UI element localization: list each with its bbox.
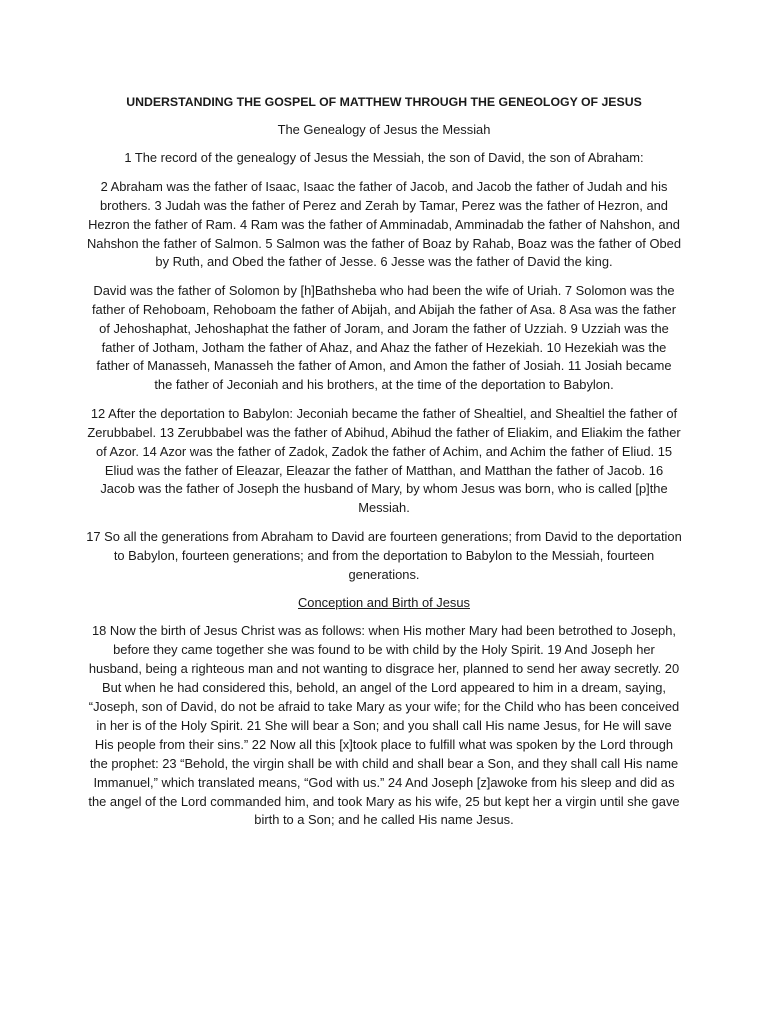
paragraph-verses-12-16: 12 After the deportation to Babylon: Jeconiah became the father of Shealtiel, and Shealtiel the father of Zerubbabel. 13 Zerubbabel was the father of Abihud, Abihud the father of Eliakim, and Eliakim the father of Azor. 14 Azor was the father of Zadok, Zadok the father of Achim, and Achim the father of Eliud. 15 Eliud was the father of Eleazar, Eleazar the father of Matthan, and Matthan the father of Jacob. 16 Jacob was the father of Joseph the husband of Mary, by whom Jesus was born, who is called [p]the Messiah. xyxy=(87,405,681,516)
section-heading xyxy=(86,594,682,613)
paragraph-verses-6-11: David was the father of Solomon by [h]Bathsheba who had been the wife of Uriah. 7 Solomon was the father of Rehoboam, Rehoboam the father of Abijah, and Abijah the father of Asa. 8 Asa was the father of Jehoshaphat, Jehoshaphat the father of Joram, and Joram the father of Uzziah. 9 Uzziah was the father of Jotham, Jotham the father of Ahaz, and Ahaz the father of Hezekiah. 10 Hezekiah was the father of Manasseh, Manasseh the father of Amon, and Amon the father of Josiah. 11 Josiah became the father of Jeconiah and his brothers, at the time of the deportation to Babylon. xyxy=(91,282,677,393)
document-title: UNDERSTANDING THE GOSPEL OF MATTHEW THROUGH THE GENEOLOGY OF JESUS xyxy=(126,95,642,109)
section-heading-text: Conception and Birth of Jesus xyxy=(298,594,470,610)
paragraph-verses-18-25: 18 Now the birth of Jesus Christ was as follows: when His mother Mary had been betrothed to Joseph, before they came together she was found to be with child by the Holy Spirit. 19 And Joseph her husband, being a righteous man and not wanting to disgrace her, planned to send her away secretly. 20 But when he had considered this, behold, an angel of the Lord appeared to him in a dream, saying, “Joseph, son of David, do not be afraid to take Mary as your wife; for the Child who has been conceived in her is of the Holy Spirit. 21 She will bear a Son; and you shall call His name Jesus, for He will save His people from their sins.” 22 Now all this [x]took place to fulfill what was spoken by the Lord through the prophet: 23 “Behold, the virgin shall be with child and shall bear a Son, and they shall call His name Immanuel,” which translated means, “God with us.” 24 And Joseph [z]awoke from his sleep and did as the angel of the Lord commanded him, and took Mary as his wife, 25 but kept her a virgin until she gave birth to a Son; and he called His name Jesus. xyxy=(88,623,680,828)
paragraph-verse-1: 1 The record of the genealogy of Jesus the Messiah, the son of David, the son of Abraham: xyxy=(124,150,644,166)
genealogy-subtitle: The Genealogy of Jesus the Messiah xyxy=(277,122,491,137)
paragraph-verses-2-6: 2 Abraham was the father of Isaac, Isaac the father of Jacob, and Jacob the father of Judah and his brothers. 3 Judah was the father of Perez and Zerah by Tamar, Perez was the father of Hezron, and Hezron the father of Ram. 4 Ram was the father of Amminadab, Amminadab the father of Nahshon, and Nahshon the father of Salmon. 5 Salmon was the father of Boaz by Rahab, Boaz was the father of Obed by Ruth, and Obed the father of Jesse. 6 Jesse was the father of David the king. xyxy=(86,178,682,270)
paragraph-verse-17: 17 So all the generations from Abraham to David are fourteen generations; from David to the deportation to Babylon, fourteen generations; and from the deportation to Babylon to the Messiah, fourteen generations. xyxy=(86,528,682,582)
